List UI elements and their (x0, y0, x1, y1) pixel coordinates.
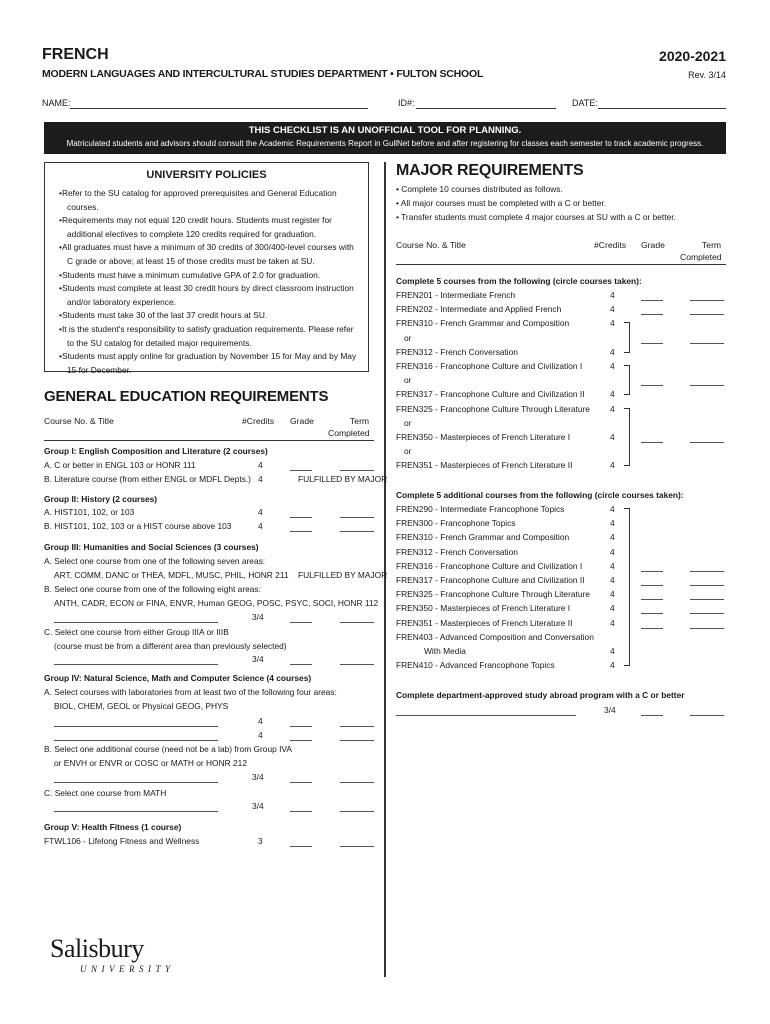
course-title[interactable]: FREN351 - Masterpieces of French Literature II (396, 460, 573, 471)
revision-label: Rev. 3/14 (688, 70, 726, 80)
credits: 4 (610, 346, 615, 357)
term-blank[interactable] (340, 664, 374, 665)
credits: 4 (610, 518, 615, 529)
policy-item: • Students must complete at least 30 credit hours by direct classroom instruction and/or laboratory experience. (59, 282, 360, 309)
date-label: DATE: (572, 98, 598, 108)
credits: 3/4 (604, 705, 616, 715)
term-blank[interactable] (340, 782, 374, 783)
grade-blank[interactable] (641, 385, 663, 386)
credits: 4 (258, 521, 263, 531)
course-title[interactable]: FREN317 - Francophone Culture and Civilization II (396, 575, 585, 585)
banner-note: Matriculated students and advisors should consult the Academic Requirements Report in GullNet before and after registering for classes each semester to track academic progress. (66, 139, 704, 148)
policy-item: • Requirements may not equal 120 credit hours. Students must register for additional electives to complete 120 credits required for graduation. (59, 214, 360, 241)
grade-blank[interactable] (290, 622, 312, 623)
term-blank[interactable] (690, 385, 724, 386)
term-blank[interactable] (690, 613, 724, 614)
term-blank[interactable] (340, 517, 374, 518)
course-title[interactable]: FREN310 - French Grammar and Composition (396, 318, 570, 329)
term-blank[interactable] (340, 811, 374, 812)
date-field[interactable] (598, 108, 726, 109)
course-blank[interactable] (54, 811, 218, 812)
term-blank[interactable] (340, 470, 374, 471)
grade-blank[interactable] (641, 628, 663, 629)
group-3b-areas: ANTH, CADR, ECON or FINA, ENVR, Human GEOG, POSC, PSYC, SOCI, HONR 112 (54, 598, 379, 608)
group-1-heading: Group I: English Composition and Literature (2 courses) (44, 446, 268, 456)
credits: 4 (258, 716, 263, 726)
credits: 4 (610, 546, 615, 557)
grade-blank[interactable] (290, 664, 312, 665)
course-title[interactable]: FREN312 - French Conversation (396, 546, 518, 557)
group-3a-areas: ART, COMM, DANC or THEA, MDFL, MUSC, PHIL, HONR 211 (54, 570, 289, 580)
credits: 4 (610, 361, 615, 371)
grade-blank[interactable] (290, 782, 312, 783)
course-title[interactable]: FREN316 - Francophone Culture and Civilization I (396, 361, 583, 371)
study-abroad-heading: Complete department-approved study abroad program with a C or better (396, 690, 685, 700)
credits: 3/4 (252, 612, 264, 622)
group-2a: A. HIST101, 102, or 103 (44, 507, 135, 517)
group-3c-note: (course must be from a different area than previously selected) (54, 641, 287, 651)
course-title[interactable]: FREN325 - Francophone Culture Through Literature (396, 589, 590, 600)
course-title[interactable]: FREN300 - Francophone Topics (396, 518, 516, 529)
credits: 4 (258, 507, 263, 517)
university-logo (50, 934, 190, 978)
fulfilled-by-major: FULFILLED BY MAJOR (298, 570, 388, 580)
credits: 3 (258, 836, 263, 846)
policy-item: • All graduates must have a minimum of 30 credits of 300/400-level courses with C grade or above; at least 15 of those credits must be taken at SU. (59, 241, 360, 268)
grade-blank[interactable] (641, 613, 663, 614)
course-blank[interactable] (54, 782, 218, 783)
program-title: FRENCH (42, 46, 109, 63)
grade-blank[interactable] (290, 470, 312, 471)
choice-bracket (624, 365, 630, 395)
id-label: ID#: (398, 98, 415, 108)
policy-item: • Refer to the SU catalog for approved prerequisites and General Education courses. (59, 187, 360, 214)
major-col-term: Term (702, 240, 722, 250)
choice-bracket (624, 508, 630, 666)
grade-blank[interactable] (641, 715, 663, 716)
course-title[interactable]: FREN310 - French Grammar and Composition (396, 532, 570, 543)
grade-blank[interactable] (290, 846, 312, 847)
course-title[interactable]: FREN316 - Francophone Culture and Civilization I (396, 560, 583, 571)
term-blank[interactable] (690, 599, 724, 600)
course-title[interactable]: FREN410 - Advanced Francophone Topics (396, 660, 555, 671)
gened-col-course: Course No. & Title (44, 416, 114, 426)
logo-wordmark: Salisbury (50, 934, 144, 963)
term-blank[interactable] (690, 628, 724, 629)
credits: 3/4 (252, 772, 264, 782)
gened-header-rule (44, 440, 374, 441)
group-1b: B. Literature course (from either ENGL or MDFL Depts.) (44, 474, 251, 484)
grade-blank[interactable] (641, 599, 663, 600)
major-note-text: All major courses must be completed with a C or better. (400, 198, 607, 208)
group-1a: A. C or better in ENGL 103 or HONR 111 (44, 460, 196, 470)
credits: 4 (610, 617, 615, 628)
policy-item: • Students must have a minimum cumulative GPA of 2.0 for graduation. (59, 269, 360, 283)
credits: 4 (258, 474, 263, 484)
academic-year: 2020-2021 (659, 48, 726, 64)
term-blank[interactable] (690, 442, 724, 443)
term-blank[interactable] (690, 314, 724, 315)
course-title[interactable]: FREN317 - Francophone Culture and Civilization II (396, 389, 585, 400)
course-title[interactable]: FREN350 - Masterpieces of French Literature I (396, 603, 571, 614)
course-title[interactable]: FREN202 - Intermediate and Applied French (396, 304, 562, 315)
grade-blank[interactable] (641, 585, 663, 586)
major-set-2-heading: Complete 5 additional courses from the following (circle courses taken): (396, 490, 684, 500)
credits: 4 (258, 730, 263, 740)
logo-subtitle: UNIVERSITY (80, 964, 175, 974)
credits: 4 (258, 460, 263, 470)
course-blank[interactable] (54, 622, 218, 623)
grade-blank[interactable] (290, 531, 312, 532)
choice-bracket (624, 322, 630, 352)
credits: 4 (610, 660, 615, 671)
fulfilled-by-major: FULFILLED BY MAJOR (298, 474, 388, 484)
course-blank[interactable] (54, 726, 218, 727)
course-title[interactable]: FREN290 - Intermediate Francophone Topics (396, 504, 565, 514)
credits: 4 (610, 460, 615, 471)
course-blank[interactable] (396, 715, 576, 716)
major-col-grade: Grade (641, 240, 665, 250)
grade-blank[interactable] (641, 300, 663, 301)
course-title[interactable]: FREN351 - Masterpieces of French Literature II (396, 617, 573, 628)
group-5a: FTWL106 - Lifelong Fitness and Wellness (44, 836, 200, 846)
gened-col-credits: #Credits (242, 416, 274, 426)
credits: 4 (610, 532, 615, 543)
group-4b-areas: or ENVH or ENVR or COSC or MATH or HONR 212 (54, 758, 247, 768)
major-title: MAJOR REQUIREMENTS (396, 162, 584, 179)
group-4-heading: Group IV: Natural Science, Math and Computer Science (4 courses) (44, 673, 312, 683)
policies-title: UNIVERSITY POLICIES (146, 169, 267, 181)
course-title[interactable]: FREN350 - Masterpieces of French Literature I (396, 432, 571, 442)
course-blank[interactable] (54, 664, 218, 665)
major-header-rule (396, 264, 726, 265)
student-info-bar (42, 98, 726, 112)
grade-blank[interactable] (641, 571, 663, 572)
course-title[interactable]: FREN201 - Intermediate French (396, 290, 516, 300)
course-title[interactable]: FREN312 - French Conversation (396, 346, 518, 357)
term-blank[interactable] (340, 726, 374, 727)
credits: 4 (610, 575, 615, 585)
credits: 4 (610, 646, 615, 656)
gened-title: GENERAL EDUCATION REQUIREMENTS (44, 388, 329, 405)
major-note: • Transfer students must complete 4 major courses at SU with a C or better. (396, 212, 676, 222)
course-title[interactable]: FREN403 - Advanced Composition and Conversation (396, 631, 594, 642)
credits: 3/4 (252, 801, 264, 811)
grade-blank[interactable] (290, 740, 312, 741)
university-policies-box (44, 162, 369, 375)
term-blank[interactable] (690, 300, 724, 301)
group-2b: B. HIST101, 102, 103 or a HIST course above 103 (44, 521, 232, 531)
credits: 4 (610, 318, 615, 329)
major-note: • Complete 10 courses distributed as follows. (396, 184, 563, 194)
course-title[interactable]: or (404, 446, 412, 457)
course-blank[interactable] (54, 740, 218, 741)
policy-item: • Students must apply online for graduation by November 15 for May and by May 15 for December. (59, 350, 360, 377)
department-name: MODERN LANGUAGES AND INTERCULTURAL STUDIES DEPARTMENT • FULTON SCHOOL (42, 68, 484, 80)
credits: 4 (610, 304, 615, 315)
major-set-1-heading: Complete 5 courses from the following (circle courses taken): (396, 276, 642, 286)
major-note-text: Transfer students must complete 4 major courses at SU with a C or better. (401, 212, 676, 222)
credits: 4 (610, 603, 615, 614)
term-blank[interactable] (690, 571, 724, 572)
name-field[interactable] (70, 108, 368, 109)
course-title[interactable]: or (404, 417, 412, 428)
group-3a: A. Select one course from one of the following seven areas: (44, 556, 266, 566)
credits: 4 (610, 560, 615, 571)
grade-blank[interactable] (641, 343, 663, 344)
grade-blank[interactable] (290, 811, 312, 812)
grade-blank[interactable] (641, 442, 663, 443)
id-field[interactable] (416, 108, 556, 109)
grade-blank[interactable] (641, 314, 663, 315)
course-title[interactable]: FREN325 - Francophone Culture Through Literature (396, 403, 590, 414)
course-title[interactable]: With Media (424, 646, 466, 656)
disclaimer-banner (44, 122, 726, 154)
policy-item: • Students must take 30 of the last 37 credit hours at SU. (59, 309, 360, 323)
group-2-heading: Group II: History (2 courses) (44, 494, 158, 504)
major-col-credits: #Credits (594, 240, 626, 250)
group-4a-areas: BIOL, CHEM, GEOL or Physical GEOG, PHYS (54, 701, 229, 711)
major-col-course: Course No. & Title (396, 240, 466, 250)
credits: 3/4 (252, 654, 264, 664)
credits: 4 (610, 589, 615, 600)
term-blank[interactable] (340, 846, 374, 847)
credits: 4 (610, 504, 615, 514)
gened-col-completed: Completed (328, 428, 370, 438)
name-label: NAME: (42, 98, 71, 108)
gened-col-term: Term (350, 416, 370, 426)
grade-blank[interactable] (290, 517, 312, 518)
policy-item: • It is the student's responsibility to satisfy graduation requirements. Please refer to the SU catalog for detailed major requirements. (59, 323, 360, 350)
group-3b: B. Select one course from one of the following eight areas: (44, 584, 261, 594)
major-note-text: Complete 10 courses distributed as follows. (401, 184, 563, 194)
credits: 4 (610, 389, 615, 400)
credits: 4 (610, 290, 615, 300)
term-blank[interactable] (690, 343, 724, 344)
group-4c: C. Select one course from MATH (44, 788, 167, 798)
credits: 4 (610, 403, 615, 414)
credits: 4 (610, 432, 615, 442)
course-title[interactable]: or (404, 375, 412, 386)
major-note: • All major courses must be completed with a C or better. (396, 198, 607, 208)
term-blank[interactable] (690, 715, 724, 716)
term-blank[interactable] (340, 740, 374, 741)
group-4a: A. Select courses with laboratories from at least two of the following four areas: (44, 687, 337, 697)
grade-blank[interactable] (290, 726, 312, 727)
banner-heading: THIS CHECKLIST IS AN UNOFFICIAL TOOL FOR PLANNING. (248, 125, 522, 136)
term-blank[interactable] (690, 585, 724, 586)
course-title[interactable]: or (404, 332, 412, 343)
term-blank[interactable] (340, 622, 374, 623)
choice-bracket (624, 408, 630, 467)
group-3-heading: Group III: Humanities and Social Sciences (3 courses) (44, 542, 259, 552)
major-col-completed: Completed (680, 252, 722, 262)
group-3c: C. Select one course from either Group IIIA or IIIB (44, 627, 229, 637)
group-5-heading: Group V: Health Fitness (1 course) (44, 822, 182, 832)
policies-list (59, 187, 360, 377)
term-blank[interactable] (340, 531, 374, 532)
gened-col-grade: Grade (290, 416, 314, 426)
group-4b: B. Select one additional course (need not be a lab) from Group IVA (44, 744, 292, 754)
